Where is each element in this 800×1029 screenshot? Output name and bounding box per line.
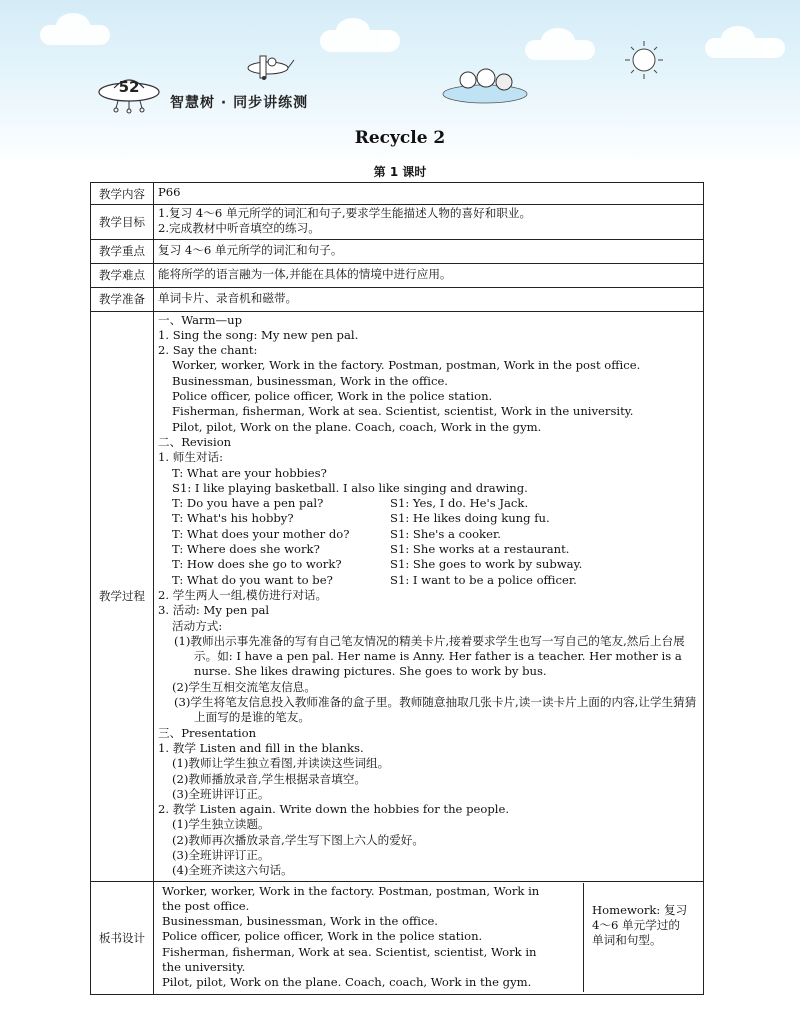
goal-line: 1.复习 4～6 单元所学的词汇和句子,要求学生能描述人物的喜好和职业。: [158, 206, 532, 220]
cloud-decoration: [705, 38, 785, 58]
list-item: 1. 教学 Listen and fill in the blanks.: [158, 740, 364, 755]
step-line: (2)教师播放录音,学生根据录音填空。: [172, 771, 367, 786]
table-row: [91, 239, 704, 263]
row-label: 教学过程: [91, 311, 154, 881]
student-line: S1: He likes doing kung fu.: [390, 511, 550, 526]
dialogue-pair: [158, 527, 699, 542]
activity-method: 活动方式:: [172, 618, 223, 633]
page-title: Recycle 2: [354, 128, 446, 148]
step-line: (1)教师让学生独立看图,并读读这些词组。: [172, 756, 390, 771]
sun-icon: [622, 38, 666, 82]
student-line: S1: She's a cooker.: [390, 526, 501, 541]
board-line: Pilot, pilot, Work on the plane. Coach, coach, Work in the gym.: [162, 975, 532, 990]
chant-line: Police officer, police officer, Work in the police station.: [172, 389, 493, 404]
row-label: 教学准备: [91, 287, 154, 311]
table-row: [91, 311, 704, 881]
lesson-subtitle: 第 1 课时: [373, 165, 427, 179]
step-line: (4)全班齐读这六句话。: [172, 863, 293, 878]
page-number: 52: [118, 78, 140, 96]
list-item: 2. 学生两人一组,模仿进行对话。: [158, 587, 328, 602]
cloud-decoration: [40, 25, 110, 45]
table-row: [91, 881, 704, 994]
dialogue-pair: [158, 511, 699, 526]
activity-step: (2)学生互相交流笔友信息。: [172, 679, 316, 694]
row-content: [154, 205, 704, 240]
row-label: 教学重点: [91, 239, 154, 263]
table-row: [91, 263, 704, 287]
board-line: Worker, worker, Work in the factory. Postman, postman, Work in: [162, 883, 540, 898]
page-number-badge: [98, 72, 160, 116]
airplane-icon: [238, 48, 298, 84]
row-label: 板书设计: [91, 881, 154, 994]
row-content: P66: [154, 183, 704, 205]
cloud-decoration: [320, 30, 400, 52]
row-label: 教学目标: [91, 205, 154, 240]
teacher-line: T: What do you want to be?: [172, 572, 333, 587]
row-content: 能将所学的语言融为一体,并能在具体的情境中进行应用。: [154, 263, 704, 287]
table-row: [91, 183, 704, 205]
board-line: the post office.: [162, 898, 250, 913]
kids-on-cloud-illustration: [440, 60, 530, 104]
dialogue-line: S1: I like playing basketball. I also like singing and drawing.: [172, 480, 528, 495]
step-line: (1)学生独立读题。: [172, 817, 270, 832]
chant-line: Worker, worker, Work in the factory. Postman, postman, Work in the post office.: [172, 358, 641, 373]
teacher-line: T: Where does she work?: [172, 542, 320, 557]
process-content: [154, 311, 704, 881]
board-design: [154, 881, 704, 994]
board-text: [158, 883, 584, 992]
dialogue-pair: [158, 542, 699, 557]
list-item: 3. 活动: My pen pal: [158, 603, 270, 618]
list-item: 1. 师生对话:: [158, 450, 224, 465]
table-row: [91, 205, 704, 240]
student-line: S1: She goes to work by subway.: [390, 557, 583, 572]
board-line: the university.: [162, 960, 246, 975]
table-row: [91, 287, 704, 311]
dialogue-line: T: What are your hobbies?: [172, 465, 327, 480]
teacher-line: T: Do you have a pen pal?: [172, 496, 324, 511]
section-heading: 三、Presentation: [158, 725, 257, 740]
chant-line: Pilot, pilot, Work on the plane. Coach, coach, Work in the gym.: [172, 419, 542, 434]
teacher-line: T: How does she go to work?: [172, 557, 342, 572]
chant-line: Fisherman, fisherman, Work at sea. Scientist, scientist, Work in the university.: [172, 404, 634, 419]
list-item: 2. Say the chant:: [158, 343, 258, 358]
step-line: (3)全班讲评订正。: [172, 847, 270, 862]
row-label: 教学难点: [91, 263, 154, 287]
student-line: S1: Yes, I do. He's Jack.: [390, 496, 529, 511]
row-label: 教学内容: [91, 183, 154, 205]
step-line: (2)教师再次播放录音,学生写下图上六人的爱好。: [172, 832, 424, 847]
list-item: 2. 教学 Listen again. Write down the hobbies for the people.: [158, 802, 510, 817]
teacher-line: T: What's his hobby?: [172, 511, 294, 526]
student-line: S1: She works at a restaurant.: [390, 542, 570, 557]
lesson-plan-table: [90, 182, 704, 995]
section-heading: 一、Warm—up: [158, 312, 243, 327]
student-line: S1: I want to be a police officer.: [390, 572, 577, 587]
board-line: Fisherman, fisherman, Work at sea. Scientist, scientist, Work in: [162, 944, 537, 959]
list-item: 1. Sing the song: My new pen pal.: [158, 327, 359, 342]
dialogue-pair: [158, 557, 699, 572]
row-content: 复习 4～6 单元所学的词汇和句子。: [154, 239, 704, 263]
activity-step: (1)教师出示事先准备的写有自己笔友情况的精美卡片,接着要求学生也写一写自己的笔友,然后上台展示。如: I have a pen pal. Her name is Anny. Her father is a teacher. Her mother is a nurse. She likes drawing pictures. She goes to work by bus.: [174, 633, 685, 679]
step-line: (3)全班讲评订正。: [172, 786, 270, 801]
row-content: 单词卡片、录音机和磁带。: [154, 287, 704, 311]
dialogue-pair: [158, 496, 699, 511]
series-title: 智慧树 · 同步讲练测: [170, 95, 309, 111]
activity-step: (3)学生将笔友信息投入教师准备的盒子里。教师随意抽取几张卡片,读一读卡片上面的内容,让学生猜猜上面写的是谁的笔友。: [174, 695, 697, 725]
section-heading: 二、Revision: [158, 434, 232, 449]
chant-line: Businessman, businessman, Work in the office.: [172, 373, 448, 388]
dialogue-pair: [158, 573, 699, 588]
cloud-decoration: [525, 40, 595, 60]
teacher-line: T: What does your mother do?: [172, 526, 350, 541]
board-line: Businessman, businessman, Work in the office.: [162, 914, 438, 929]
goal-line: 2.完成教材中听音填空的练习。: [158, 221, 320, 236]
board-line: Police officer, police officer, Work in the police station.: [162, 929, 483, 944]
homework-note: Homework: 复习 4～6 单元学过的单词和句型。: [592, 902, 688, 947]
